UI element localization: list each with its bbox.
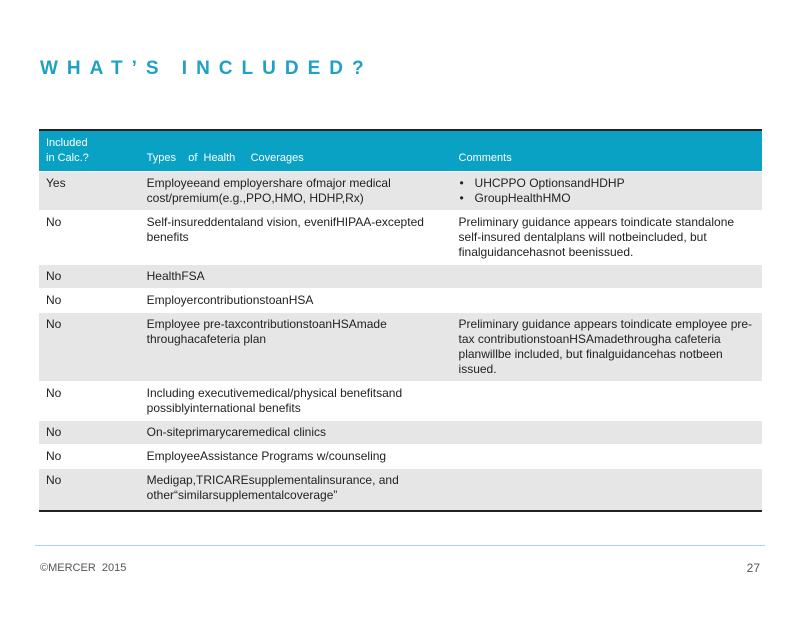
comment-bullet: • GroupHealthHMO [459, 191, 756, 206]
cell-comments [452, 172, 762, 211]
cell-included: No [39, 211, 140, 265]
footer-divider [35, 545, 765, 546]
cell-included: No [39, 421, 140, 445]
cell-comments [452, 289, 762, 313]
page-number: 27 [746, 561, 760, 575]
footer-copyright: ©MERCER 2015 [40, 562, 127, 574]
header-included-line1: Included [46, 137, 88, 149]
cell-comments [452, 265, 762, 289]
cell-coverage-type: EmployercontributionstoanHSA [140, 289, 452, 313]
header-comments: Comments [452, 130, 762, 172]
cell-comments [452, 421, 762, 445]
table-row [39, 313, 762, 382]
coverage-table [39, 129, 762, 512]
cell-included: Yes [39, 172, 140, 211]
cell-coverage-type: EmployeeAssistance Programs w/counseling [140, 445, 452, 469]
cell-included: No [39, 265, 140, 289]
header-included [39, 130, 140, 172]
table-row [39, 211, 762, 265]
table-row [39, 265, 762, 289]
cell-coverage-type: Employee pre-taxcontributionstoanHSAmade throughacafeteria plan [140, 313, 452, 382]
cell-included: No [39, 445, 140, 469]
cell-coverage-type: Self-insureddentaland vision, evenifHIPAA-excepted benefits [140, 211, 452, 265]
cell-comments [452, 445, 762, 469]
table-row [39, 289, 762, 313]
table-header-row [39, 130, 762, 172]
cell-coverage-type: Employeeand employershare ofmajor medical cost/premium(e.g.,PPO,HMO, HDHP,Rx) [140, 172, 452, 211]
table-row [39, 382, 762, 421]
table-row [39, 172, 762, 211]
cell-included: No [39, 313, 140, 382]
cell-coverage-type: Medigap,TRICAREsupplementalinsurance, and other“similarsupplementalcoverage” [140, 469, 452, 512]
cell-included: No [39, 382, 140, 421]
cell-comments: Preliminary guidance appears toindicate employee pre-tax contributionstoanHSAmadethrougha cafeteria planwillbe included, but finalguidancehas notbeen issued. [452, 313, 762, 382]
cell-comments [452, 382, 762, 421]
cell-coverage-type: On-siteprimarycaremedical clinics [140, 421, 452, 445]
cell-comments: Preliminary guidance appears toindicate standalone self-insured dentalplans will notbeincluded, but finalguidancehasnot beenissued. [452, 211, 762, 265]
comment-bullet-list [459, 176, 756, 206]
table-row [39, 445, 762, 469]
cell-coverage-type: Including executivemedical/physical benefitsand possiblyinternational benefits [140, 382, 452, 421]
header-included-line2: in Calc.? [46, 152, 89, 164]
header-types: Types of Health Coverages [140, 130, 452, 172]
table-row [39, 421, 762, 445]
cell-comments [452, 469, 762, 512]
slide-title: WHAT’S INCLUDED? [40, 58, 373, 79]
cell-coverage-type: HealthFSA [140, 265, 452, 289]
comment-bullet: • UHCPPO OptionsandHDHP [459, 176, 756, 191]
cell-included: No [39, 289, 140, 313]
cell-included: No [39, 469, 140, 512]
table-row [39, 469, 762, 512]
